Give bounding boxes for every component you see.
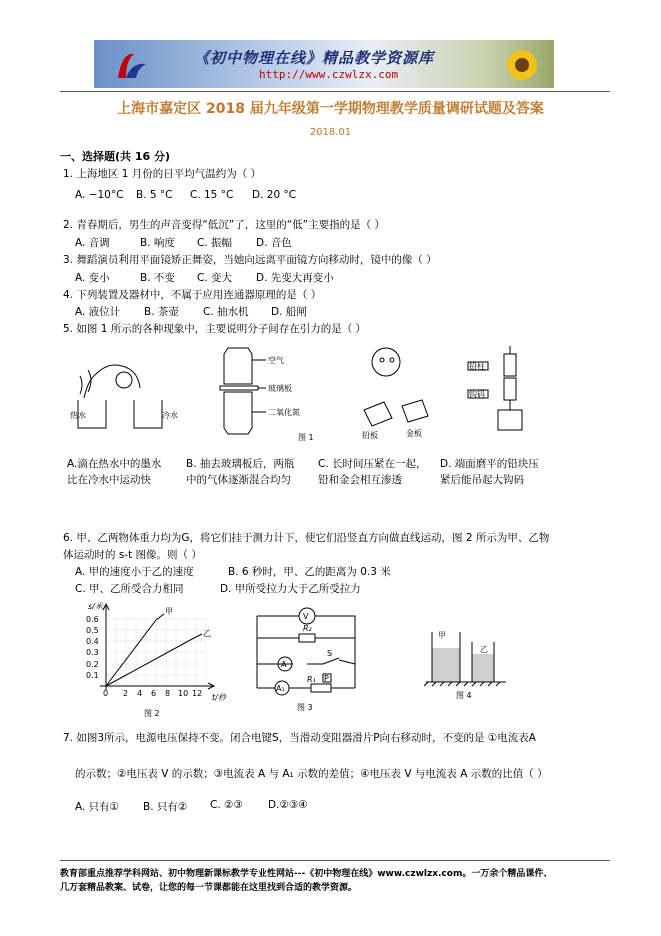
- fig2-xtick-2: 2: [123, 689, 129, 698]
- fig3-label-r2: R₂: [303, 624, 312, 633]
- fig2-label-b: 乙: [203, 629, 211, 638]
- fig3-label-v: V: [303, 612, 309, 621]
- q7-option-a: A. 只有①: [75, 801, 120, 813]
- q3-option-d: D. 先变大再变小: [256, 272, 334, 284]
- label-hot-water: 热水: [70, 411, 86, 420]
- q4-option-b: B. 茶壶: [144, 306, 179, 318]
- q5-option-b-line2: 中的气体逐渐混合均匀: [186, 474, 291, 486]
- fig2-xtick-6: 6: [151, 689, 157, 698]
- fig2-label-a: 甲: [165, 607, 173, 616]
- label-cold-water: 冷水: [162, 411, 178, 420]
- fig3-label-r1: R₁: [307, 675, 316, 684]
- document-title: 上海市嘉定区 2018 届九年级第一学期物理教学质量调研试题及答案: [117, 101, 544, 117]
- figure-1-caption: 图 1: [298, 433, 314, 442]
- q7-option-d: D.②③④: [268, 799, 308, 811]
- header-banner: [94, 40, 554, 88]
- q5-option-d-line1: D. 端面磨平的铅块压: [440, 458, 539, 470]
- question-4: 4. 下列装置及器材中，不属于应用连通器原理的是（ ）: [63, 289, 322, 301]
- fig4-liquid-a: [432, 648, 460, 682]
- figure-4: [424, 624, 524, 704]
- q2-option-a: A. 音调: [75, 237, 110, 249]
- fig2-xtick-8: 8: [165, 689, 171, 698]
- bottom-divider: [60, 860, 610, 861]
- question-3: 3. 舞蹈演员利用平面镜矫正舞姿，当她向远离平面镜方向移动时，镜中的像（ ）: [63, 254, 437, 266]
- fig4-caption: 图 4: [456, 691, 472, 700]
- label-gold-plate: 金板: [406, 429, 422, 438]
- q6-option-b: B. 6 秒时，甲、乙的距离为 0.3 米: [228, 566, 391, 578]
- q6-option-c: C. 甲、乙所受合力相同: [75, 583, 184, 595]
- figure-1-metal-plates: [364, 348, 428, 426]
- q4-option-a: A. 液位计: [75, 306, 121, 318]
- fig2-grid: [100, 618, 210, 686]
- label-lead-plate: 铅板: [362, 431, 378, 440]
- label-air: 空气: [268, 356, 284, 365]
- figure-2: [70, 600, 230, 718]
- fig2-caption: 图 2: [144, 709, 160, 718]
- q3-option-a: A. 变小: [75, 272, 110, 284]
- footer-line-2: 几万套精品教案、试卷，让您的每一节课都能在这里找到合适的教学资源。: [60, 883, 358, 893]
- q7-option-b: B. 只有②: [143, 801, 188, 813]
- fig3-label-p: P: [324, 674, 329, 683]
- fig2-xlabel: t/秒: [212, 693, 226, 702]
- fig2-xtick-12: 12: [192, 689, 203, 698]
- q3-option-b: B. 不变: [140, 272, 175, 284]
- question-2: 2. 青春期后，男生的声音变得“低沉”了，这里的“低”主要指的是（ ）: [63, 219, 385, 231]
- question-6-line1: 6. 甲、乙两物体重力均为G，将它们挂于测力计下，使它们沿竖直方向做直线运动，图 2 所示为甲、乙物: [63, 532, 550, 544]
- sunflower-icon: [500, 46, 544, 84]
- q1-option-c: C. 15 °C: [190, 189, 234, 201]
- figure-1-jars: [220, 348, 266, 434]
- fig2-ytick-0.6: 0.6: [86, 615, 99, 624]
- fig2-xtick-10: 10: [178, 689, 189, 698]
- fig3-rheostat-r1: [311, 684, 331, 692]
- top-divider: [60, 91, 610, 92]
- fig2-leader-b: [194, 634, 202, 638]
- fig4-ground-hatch: [424, 682, 500, 686]
- logo-icon: [112, 48, 152, 82]
- fig2-ylabel: s/米: [88, 602, 103, 611]
- q3-option-c: C. 变大: [197, 272, 233, 284]
- fig3-switch: [323, 658, 339, 664]
- fig2-ytick-0.5: 0.5: [86, 626, 99, 635]
- q5-option-c-line1: C. 长时间压紧在一起，: [318, 458, 427, 470]
- question-7-line1: 7. 如图3所示，电源电压保持不变。闭合电键S，当滑动变阻器滑片P向右移动时，不变的是 ①电流表A: [63, 732, 536, 744]
- fig4-liquid-b: [472, 654, 494, 682]
- label-no2: 二氧化氮: [268, 408, 300, 417]
- fig4-label-b: 乙: [480, 645, 488, 654]
- q5-option-a-line2: 比在冷水中运动快: [67, 474, 151, 486]
- q4-option-c: C. 抽水机: [203, 306, 249, 318]
- section-heading: 一、选择题(共 16 分): [60, 150, 171, 163]
- banner-url[interactable]: http://www.czwlzx.com: [259, 68, 399, 81]
- fig3-label-a1: A₁: [276, 684, 285, 693]
- label-weight: 钩码: [469, 390, 485, 399]
- figure-3: [245, 602, 375, 718]
- fig2-ytick-0.3: 0.3: [86, 648, 99, 657]
- banner-title: 《初中物理在线》精品教学资源库: [194, 49, 435, 67]
- q6-option-a: A. 甲的速度小于乙的速度: [75, 566, 194, 578]
- fig2-ytick-0.2: 0.2: [86, 660, 99, 669]
- q2-option-b: B. 响度: [140, 237, 175, 249]
- figure-1-lead-cylinders: [468, 346, 522, 430]
- fig2-xtick-0: 0: [103, 689, 109, 698]
- fig2-line-b: [106, 638, 194, 686]
- q5-option-d-line2: 紧后能吊起大钩码: [440, 474, 524, 486]
- q5-option-a-line1: A.滴在热水中的墨水: [67, 458, 162, 470]
- footer: [60, 867, 620, 895]
- document-date: 2018.01: [309, 127, 352, 138]
- fig3-resistor-r2: [299, 634, 315, 642]
- q2-option-c: C. 振幅: [197, 237, 233, 249]
- fig2-ytick-0.1: 0.1: [86, 671, 99, 680]
- figure-1: [66, 340, 566, 448]
- fig4-label-a: 甲: [438, 631, 446, 640]
- label-lead-block: 铅柱: [469, 362, 485, 371]
- fig3-label-s: S: [327, 649, 333, 658]
- fig3-label-a: A: [281, 660, 287, 669]
- q5-option-c-line2: 铅和金会相互渗透: [318, 474, 402, 486]
- q1-option-a: A. −10°C: [75, 189, 124, 201]
- q5-option-b-line1: B. 抽去玻璃板后，两瓶: [186, 458, 295, 470]
- q1-option-b: B. 5 °C: [136, 189, 173, 201]
- question-6-line2: 体运动时的 s-t 图像。则（ ）: [63, 549, 202, 561]
- figure-1-beakers: [78, 365, 162, 428]
- label-glass: 玻璃板: [268, 384, 292, 393]
- fig3-caption: 图 3: [297, 703, 313, 712]
- fig2-ytick-0.4: 0.4: [86, 637, 99, 646]
- question-5: 5. 如图 1 所示的各种现象中，主要说明分子间存在引力的是（ ）: [63, 323, 367, 335]
- question-1: 1. 上海地区 1 月份的日平均气温约为（ ）: [63, 168, 262, 180]
- fig2-y-axis: [103, 604, 109, 690]
- q1-option-d: D. 20 °C: [252, 189, 297, 201]
- q4-option-d: D. 船闸: [271, 306, 307, 318]
- fig2-xtick-4: 4: [137, 689, 143, 698]
- q7-option-c: C. ②③: [210, 799, 243, 811]
- question-7-line2: 的示数；②电压表 V 的示数；③电流表 A 与 A₁ 示数的差值；④电压表 V 与电流表 A 示数的比值（ ）: [75, 768, 548, 780]
- q2-option-d: D. 音色: [256, 237, 292, 249]
- q6-option-d: D. 甲所受拉力大于乙所受拉力: [220, 583, 361, 595]
- footer-line-1: 教育部重点推荐学科网站、初中物理新课标教学专业性网站---《初中物理在线》www.czwlzx.com。一万余个精品课件、: [60, 869, 553, 879]
